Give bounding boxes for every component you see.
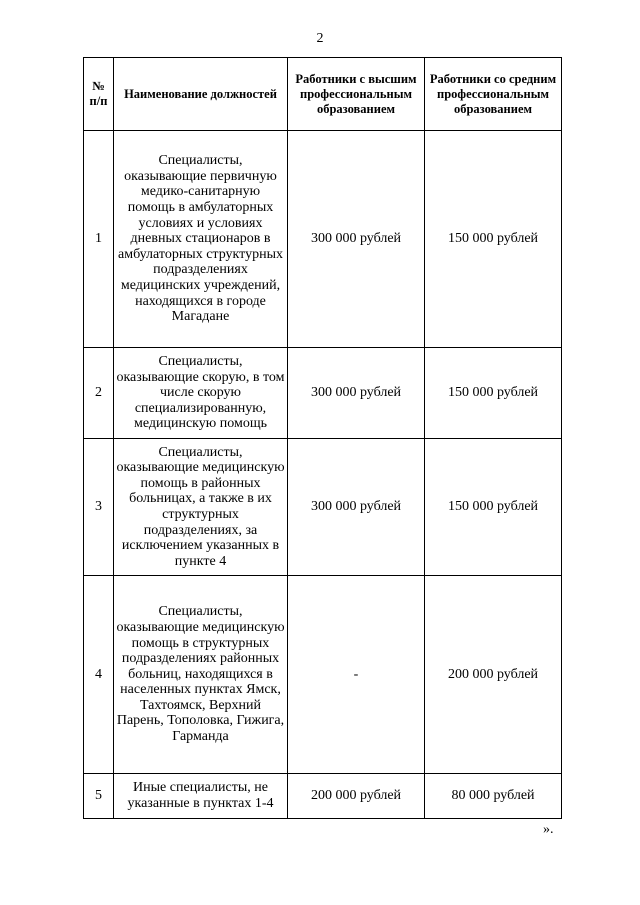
header-secondary-education: Работники со средним профессиональным образованием — [425, 58, 562, 131]
closing-quote-mark: ». — [543, 822, 554, 837]
table-row — [84, 348, 562, 439]
row-num: 3 — [84, 439, 114, 576]
table-row — [84, 774, 562, 819]
row-higher-amount: 300 000 рублей — [288, 348, 425, 439]
row-secondary-amount: 150 000 рублей — [425, 439, 562, 576]
header-higher-education: Работники с высшим профессиональным образованием — [288, 58, 425, 131]
header-num: № п/п — [84, 58, 114, 131]
row-position-name: Специалисты, оказывающие медицинскую помощь в структурных подразделениях районных больниц, находящихся в населенных пунктах Ямск, Тахтоямск, Верхний Парень, Тополовка, Гижига, Гарманда — [114, 576, 288, 774]
row-higher-amount: 200 000 рублей — [288, 774, 425, 819]
row-num: 1 — [84, 131, 114, 348]
table-row — [84, 439, 562, 576]
row-num: 4 — [84, 576, 114, 774]
row-num: 2 — [84, 348, 114, 439]
row-secondary-amount: 150 000 рублей — [425, 348, 562, 439]
row-position-name: Специалисты, оказывающие первичную медико-санитарную помощь в амбулаторных условиях и условиях дневных стационаров в амбулаторных структурных подразделениях медицинских учреждений, находящихся в городе Магадане — [114, 131, 288, 348]
row-secondary-amount: 200 000 рублей — [425, 576, 562, 774]
row-secondary-amount: 80 000 рублей — [425, 774, 562, 819]
row-higher-amount: - — [288, 576, 425, 774]
table-header-row — [84, 58, 562, 131]
payments-table — [83, 57, 562, 819]
table-row — [84, 576, 562, 774]
row-secondary-amount: 150 000 рублей — [425, 131, 562, 348]
row-position-name: Специалисты, оказывающие скорую, в том числе скорую специализированную, медицинскую помощь — [114, 348, 288, 439]
row-position-name: Специалисты, оказывающие медицинскую помощь в районных больницах, а также в их структурных подразделениях, за исключением указанных в пункте 4 — [114, 439, 288, 576]
row-higher-amount: 300 000 рублей — [288, 439, 425, 576]
row-num: 5 — [84, 774, 114, 819]
page-number: 2 — [316, 31, 324, 46]
table-row — [84, 131, 562, 348]
row-position-name: Иные специалисты, не указанные в пунктах 1-4 — [114, 774, 288, 819]
header-position-name: Наименование должностей — [114, 58, 288, 131]
row-higher-amount: 300 000 рублей — [288, 131, 425, 348]
